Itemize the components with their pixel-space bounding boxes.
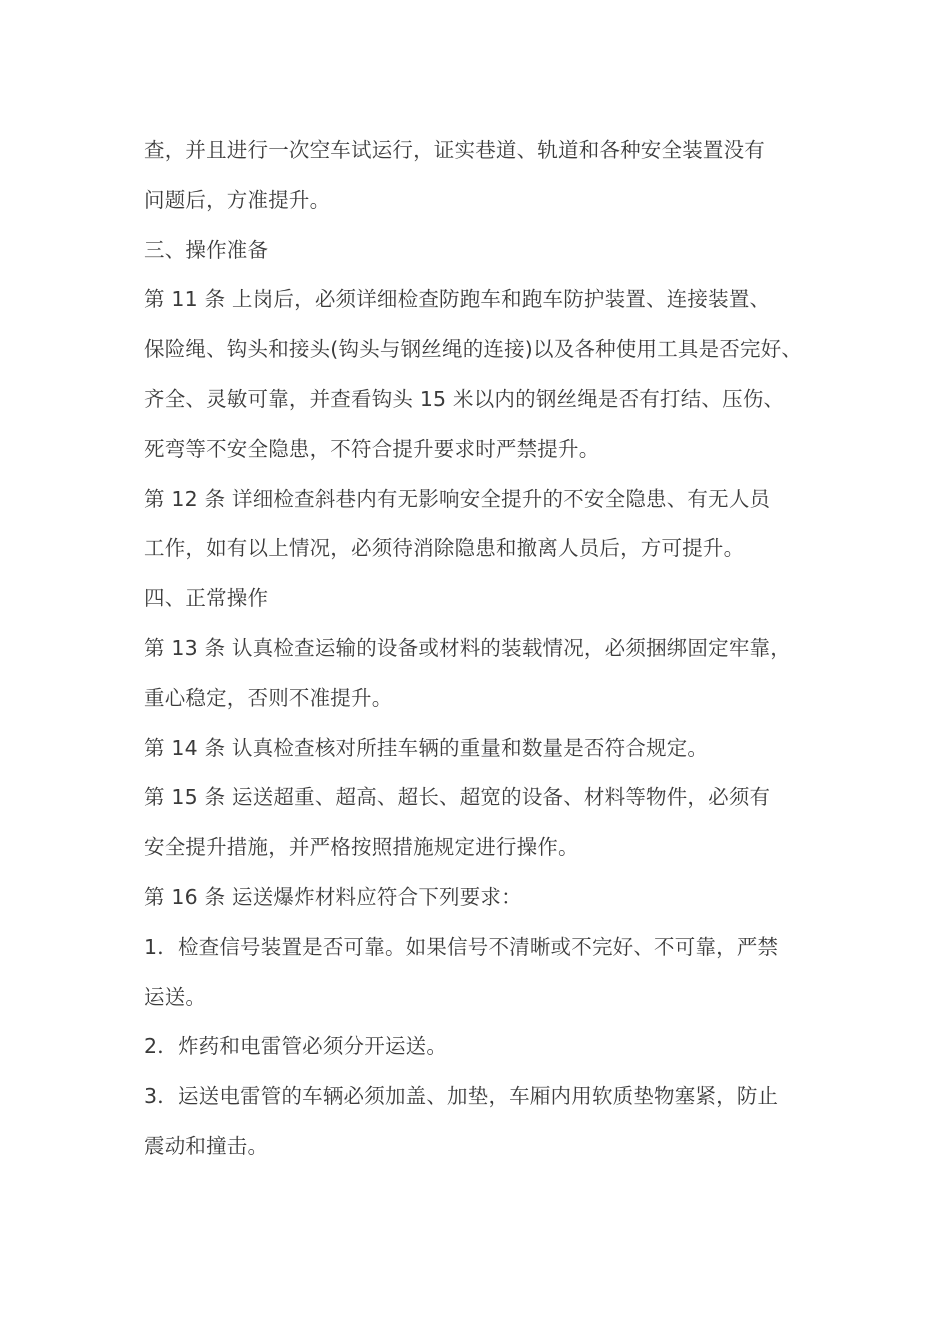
text-line: 第 14 条 认真检查核对所挂车辆的重量和数量是否符合规定。 (144, 735, 709, 760)
text-line: 保险绳、钩头和接头(钩头与钢丝绳的连接)以及各种使用工具是否完好、 (144, 337, 803, 362)
list-item: 2．炸药和电雷管必须分开运送。 (144, 1034, 448, 1059)
section-heading: 四、正常操作 (144, 586, 269, 611)
text-line: 重心稳定，否则不准提升。 (144, 685, 393, 710)
text-line: 震动和撞击。 (144, 1133, 269, 1158)
text-line: 问题后，方准提升。 (144, 187, 331, 212)
list-item: 1．检查信号装置是否可靠。如果信号不清晰或不完好、不可靠，严禁 (144, 934, 779, 959)
document-body (144, 126, 844, 1172)
text-line: 死弯等不安全隐患，不符合提升要求时严禁提升。 (144, 436, 600, 461)
text-line: 第 15 条 运送超重、超高、超长、超宽的设备、材料等物件，必须有 (144, 785, 771, 810)
text-line: 工作，如有以上情况，必须待消除隐患和撤离人员后，方可提升。 (144, 536, 745, 561)
text-line: 查，并且进行一次空车试运行，证实巷道、轨道和各种安全装置没有 (144, 138, 765, 162)
text-line: 第 12 条 详细检查斜巷内有无影响安全提升的不安全隐患、有无人员 (144, 486, 771, 511)
text-line: 安全提升措施，并严格按照措施规定进行操作。 (144, 835, 579, 860)
text-line: 齐全、灵敏可靠，并查看钩头 15 米以内的钢丝绳是否有打结、压伤、 (144, 386, 785, 411)
section-heading: 三、操作准备 (144, 237, 269, 262)
list-item: 3．运送电雷管的车辆必须加盖、加垫，车厢内用软质垫物塞紧，防止 (144, 1084, 779, 1109)
text-line: 第 13 条 认真检查运输的设备或材料的装载情况，必须捆绑固定牢靠， (144, 635, 791, 660)
text-line: 运送。 (144, 984, 207, 1009)
text-line: 第 11 条 上岗后，必须详细检查防跑车和跑车防护装置、连接装置、 (144, 287, 771, 312)
text-line: 第 16 条 运送爆炸材料应符合下列要求： (144, 884, 522, 909)
